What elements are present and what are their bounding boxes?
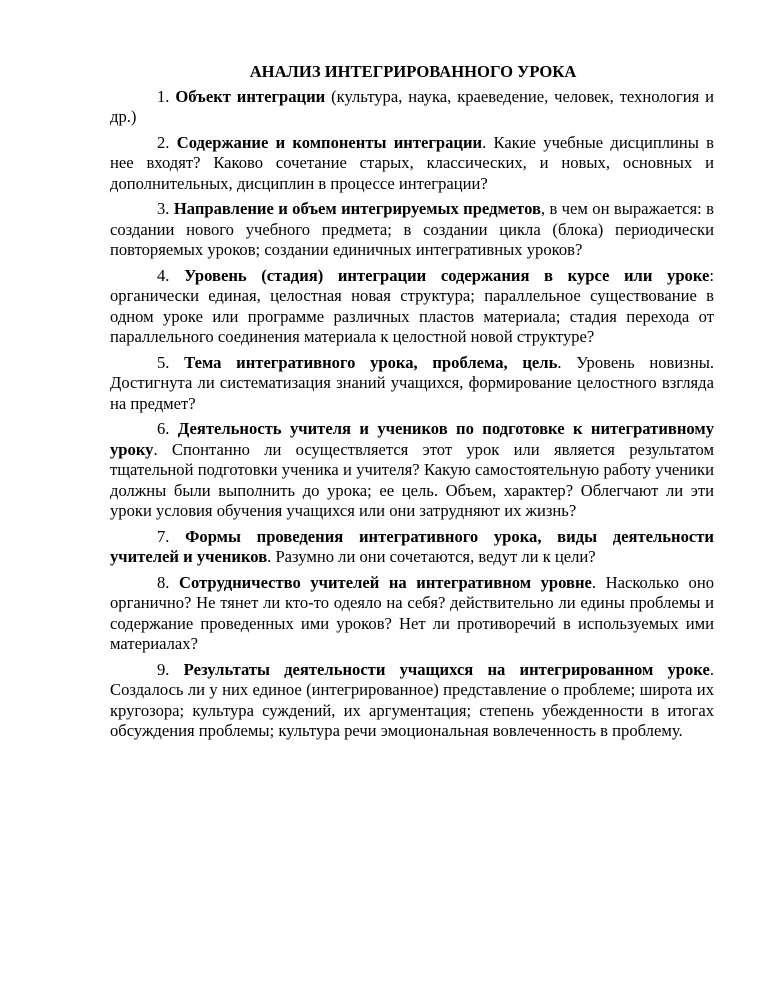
item-heading: Объект интеграции xyxy=(175,86,326,106)
item-text: : органически единая, целостная новая структура; параллельное существование в одном уроке или программе различных пластов материала; стадия перехода от параллельного соединения материала к целостной новой структуре? xyxy=(110,265,714,346)
item-heading: Уровень (стадия) интеграции содержания в курсе или уроке xyxy=(184,265,710,285)
list-item xyxy=(110,527,714,568)
item-number: 3. xyxy=(157,199,170,218)
item-number: 8. xyxy=(157,572,170,592)
list-item xyxy=(110,573,714,655)
item-text: (культура, наука, краеведение, человек, технология и др.) xyxy=(110,86,714,126)
item-text: . Спонтанно ли осуществляется этот урок или является результатом тщательной подготовки ученика и учителя? Какую самостоятельную работу ученики должны были выполнить до урока; ее цель. Объем, характер? Облегчают ли эти уроки условия обучения учащихся или они затрудняют их жизнь? xyxy=(110,439,714,520)
item-text: . Какие учебные дисциплины в нее входят? Каково сочетание старых, классических, и новых, основных и дополнительных, дисциплин в процессе интеграции? xyxy=(110,132,714,193)
list-item xyxy=(110,199,714,261)
item-number: 1. xyxy=(157,86,170,106)
item-number: 6. xyxy=(157,419,170,438)
item-heading: Направление и объем интегрируемых предметов xyxy=(173,199,541,218)
document-title: АНАЛИЗ ИНТЕГРИРОВАННОГО УРОКА xyxy=(249,62,577,81)
item-heading: Формы проведения интегративного урока, виды деятельности учителей и учеников xyxy=(110,526,714,566)
list-item xyxy=(110,353,714,415)
item-text: . Создалось ли у них единое (интегрированное) представление о проблеме; широта их кругозора; культура суждений, их аргументация; степень убежденности в итогах обсуждения проблемы; культура речи эмоциональная вовлеченность в проблему. xyxy=(110,659,714,740)
list-item xyxy=(110,660,714,742)
item-number: 2. xyxy=(157,132,170,152)
item-text: . Уровень новизны. Достигнута ли систематизация знаний учащихся, формирование целостного взгляда на предмет? xyxy=(110,352,714,413)
item-heading: Сотрудничество учителей на интегративном уровне xyxy=(179,572,592,592)
list-item xyxy=(110,87,714,128)
item-number: 9. xyxy=(157,659,170,679)
item-heading: Содержание и компоненты интеграции xyxy=(176,132,483,152)
list-item xyxy=(110,133,714,195)
item-text: . Насколько оно органично? Не тянет ли кто-то одеяло на себя? действительно ли едины проблемы и содержание проведенных ими уроков? Нет ли противоречий в используемых ими материалах? xyxy=(110,572,715,653)
list-item xyxy=(110,419,714,522)
list-item xyxy=(110,266,714,348)
document-page xyxy=(110,62,714,747)
item-heading: Результаты деятельности учащихся на интегрированном уроке xyxy=(183,659,710,679)
item-number: 7. xyxy=(157,526,170,546)
item-heading: Тема интегративного урока, проблема, цель xyxy=(184,352,558,372)
item-heading: Деятельность учителя и учеников по подготовке к нитегративному уроку xyxy=(110,419,714,459)
item-text: . Разумно ли они сочетаются, ведут ли к цели? xyxy=(267,547,596,566)
item-number: 5. xyxy=(157,352,170,372)
item-number: 4. xyxy=(157,265,170,285)
item-text: , в чем он выражается: в создании нового учебного предмета; в создании цикла (блока) периодически повторяемых уроков; создании единичных интегративных уроков? xyxy=(110,199,714,259)
